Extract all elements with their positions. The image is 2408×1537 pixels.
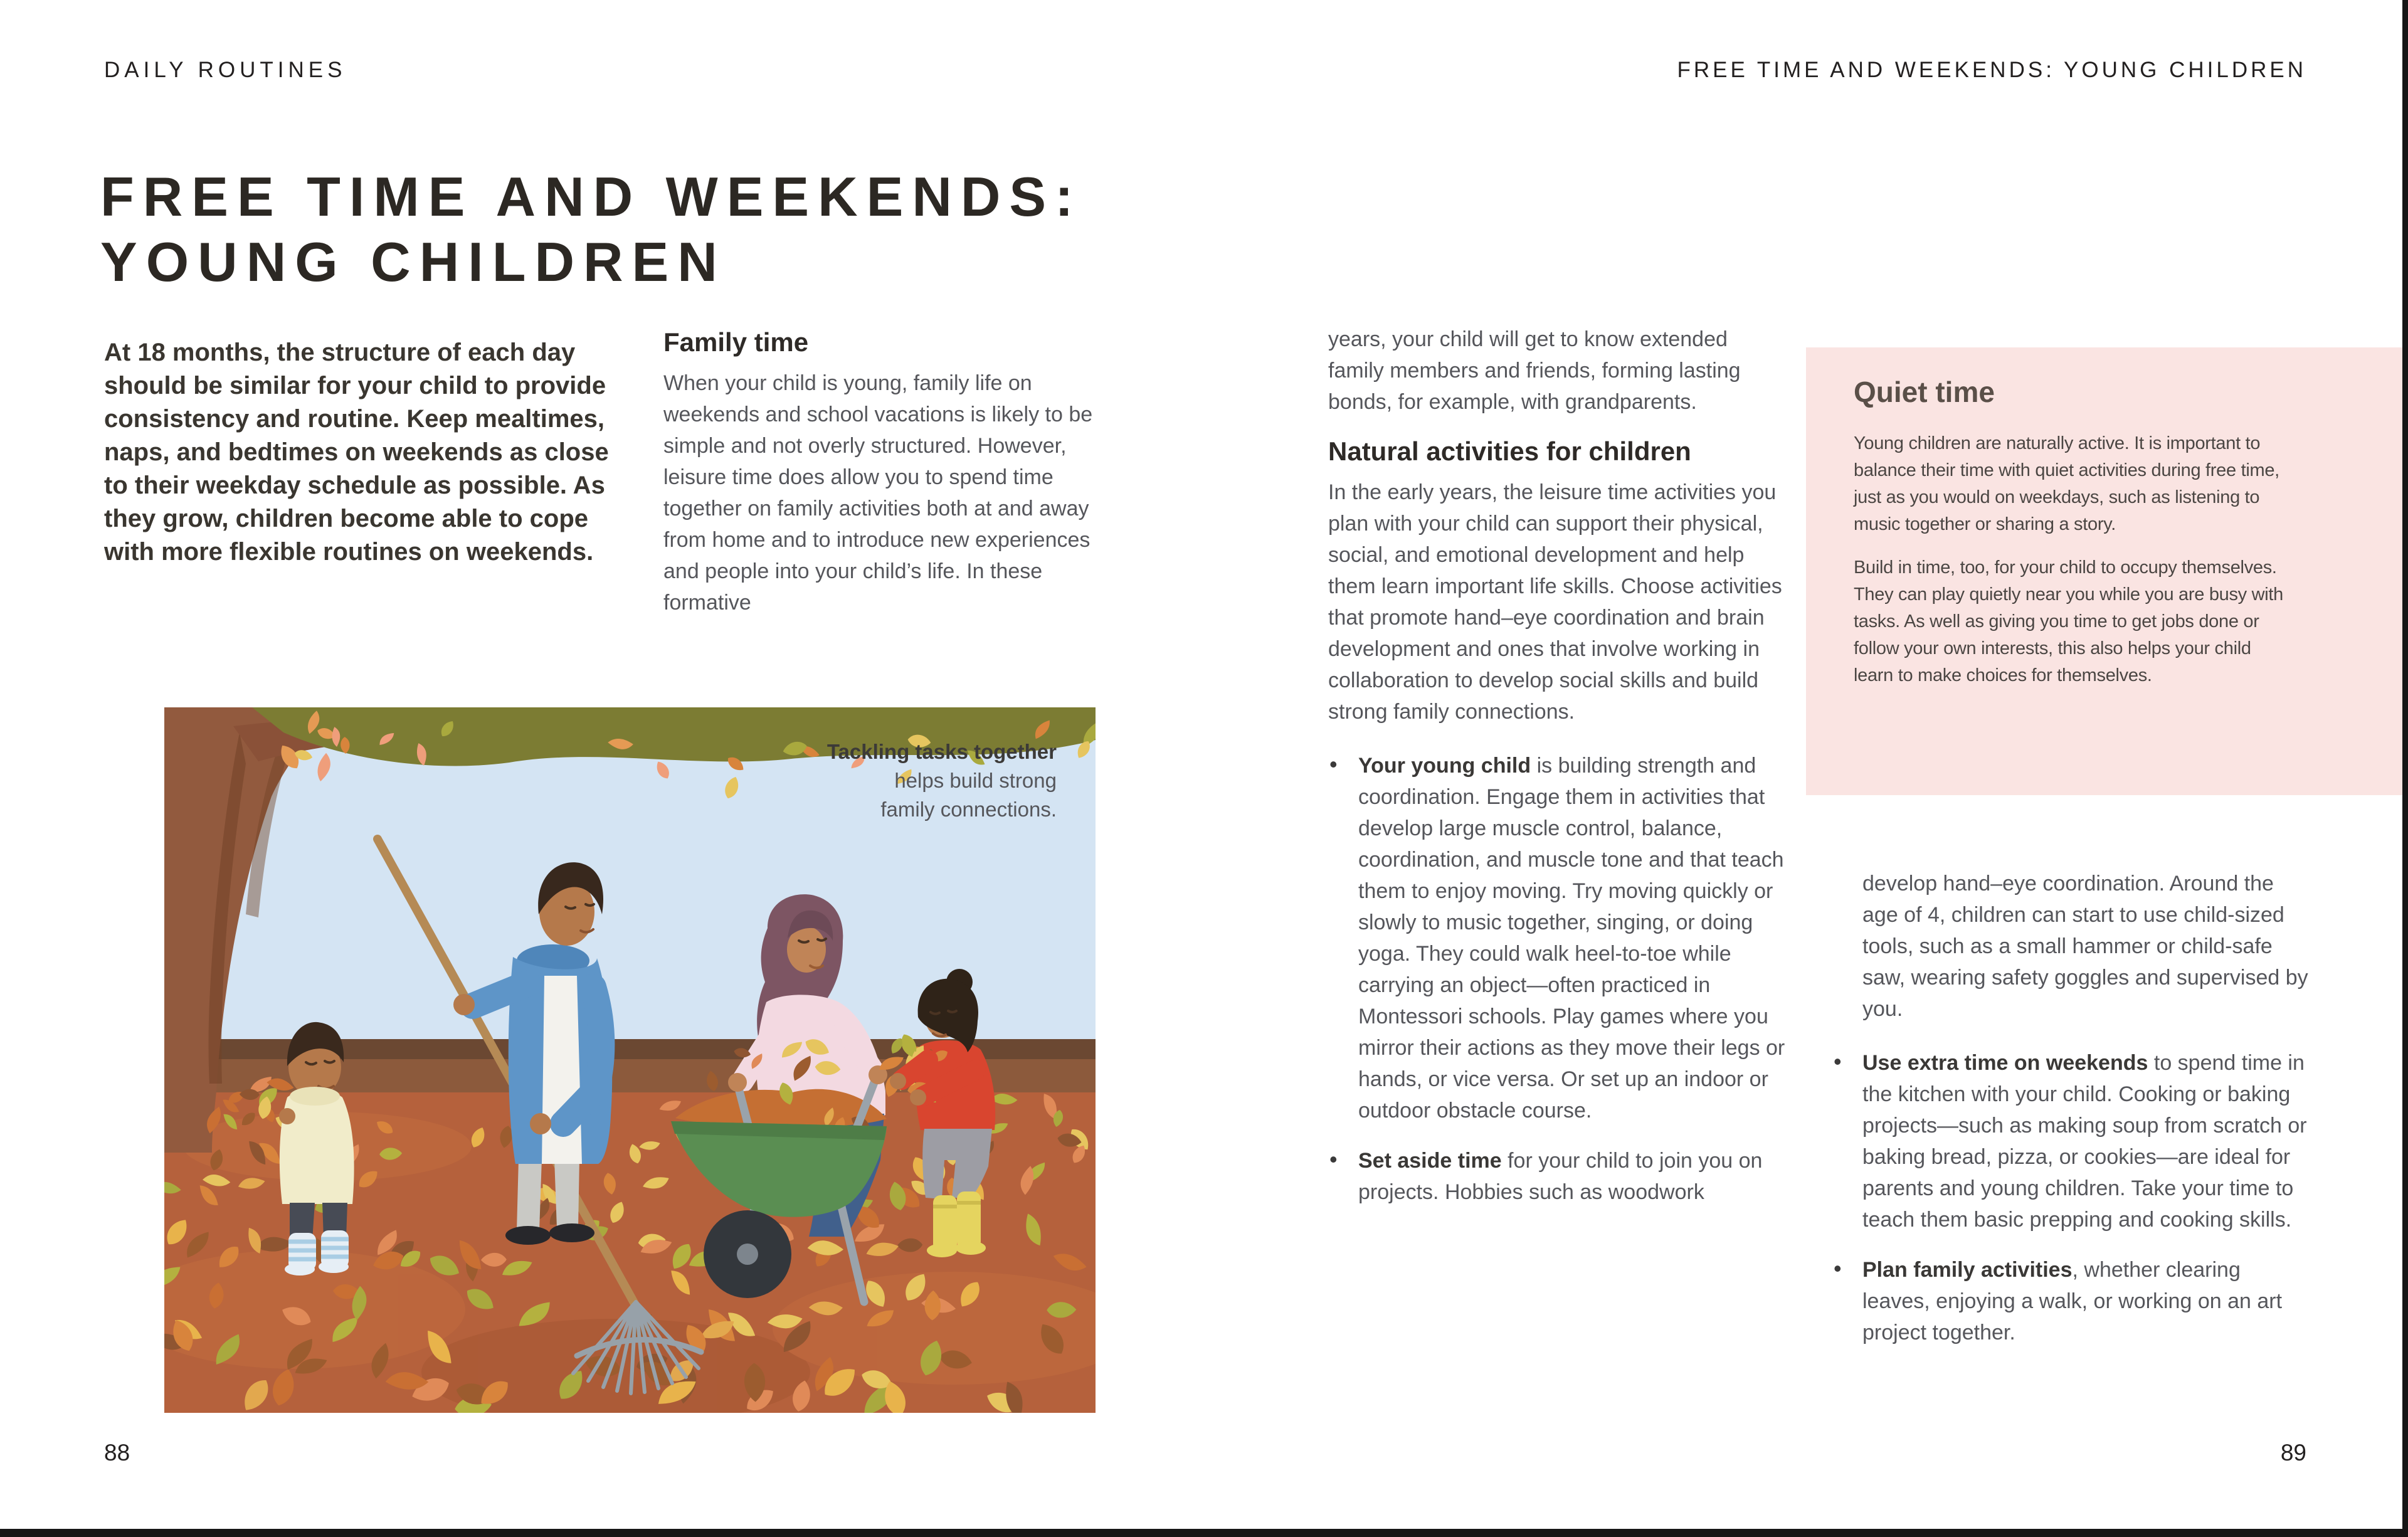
page-number-right: 89 bbox=[2280, 1440, 2306, 1466]
quiet-time-paragraph-2: Build in time, too, for your child to occupy themselves. They can play quietly near you while you are busy with tasks. As well as giving you time to get jobs done or follow your own interests, this also helps your child learn to make choices for themselves. bbox=[1854, 557, 2284, 685]
image-caption bbox=[705, 737, 1057, 824]
family-time-heading: Family time bbox=[663, 327, 809, 357]
natural-activities-body: In the early years, the leisure time activities you plan with your child can support their physical, social, and emotional development and help them learn important life skills. Choose activities that promote hand–eye coordination and brain development and ones that involve working in collaboration to develop social skills and build strong family connections. bbox=[1328, 480, 1782, 724]
list-item bbox=[1832, 1047, 2310, 1235]
bullet-text: for your child to join you on projects. Hobbies such as woodwork bbox=[1358, 1149, 1763, 1204]
running-head-right: FREE TIME AND WEEKENDS: YOUNG CHILDREN bbox=[1677, 58, 2306, 82]
bullet-text: is building strength and coordination. Engage them in activities that develop large muscle control, balance, coordination, and muscle tone and that teach them to enjoy moving. Try moving quickly or slowly to music together, singing, or doing yoga. They could walk heel-to-toe while carrying an object—often practiced in Montessori schools. Play games where you mirror their actions as they move their legs or hands, or vice versa. Or set up an indoor or outdoor obstacle course. bbox=[1358, 754, 1785, 1122]
column-natural-activities bbox=[1328, 324, 1787, 1227]
page-title-line1: FREE TIME AND WEEKENDS: bbox=[100, 166, 1082, 228]
bullet-lead: Plan family activities bbox=[1862, 1258, 2073, 1282]
caption-lead: Tackling tasks together bbox=[826, 740, 1057, 763]
intro-paragraph: At 18 months, the structure of each day should be similar for your child to provide consistency and routine. Keep mealtimes, naps, and bedtimes on weekends as close to their weekday schedule as possible. As they grow, children become able to cope with more flexible routines on weekends. bbox=[104, 339, 609, 566]
column-family-time bbox=[663, 327, 1099, 618]
bullet-lead: Use extra time on weekends bbox=[1862, 1051, 2148, 1075]
continuation-paragraph: years, your child will get to know extended family members and friends, forming lasting bonds, for example, with grandparents. bbox=[1328, 327, 1741, 414]
column-right bbox=[1832, 868, 2310, 1367]
bullet-text: to spend time in the kitchen with your child. Cooking or baking projects—such as making soup from scratch or baking bread, pizza, or cookies—are ideal for parents and young children. Take your time to teach them basic prepping and cooking skills. bbox=[1862, 1051, 2307, 1232]
list-item bbox=[1328, 1145, 1787, 1208]
list-item bbox=[1832, 1254, 2310, 1348]
caption-line2: helps build strong bbox=[894, 769, 1057, 792]
page-title bbox=[100, 164, 1082, 295]
bullet-lead: Set aside time bbox=[1358, 1149, 1502, 1173]
bullet-list-left bbox=[1328, 750, 1787, 1208]
bullet-list-right bbox=[1832, 1047, 2310, 1348]
quiet-time-paragraph-1: Young children are naturally active. It is important to balance their time with quiet activities during free time, just as you would on weekdays, such as listening to music together or sharing a story. bbox=[1854, 433, 2279, 534]
continuation-paragraph: develop hand–eye coordination. Around the age of 4, children can start to use child-sized tools, such as a small hammer or child-safe saw, wearing safety goggles and supervised by you. bbox=[1862, 872, 2308, 1021]
illustration-family-raking-leaves bbox=[164, 707, 1096, 1413]
caption-line3: family connections. bbox=[880, 798, 1057, 821]
list-item bbox=[1328, 750, 1787, 1126]
yellow-boots bbox=[927, 1191, 986, 1257]
bullet-lead: Your young child bbox=[1358, 754, 1531, 778]
page-edge-bottom bbox=[0, 1529, 2408, 1537]
page-title-line2: YOUNG CHILDREN bbox=[100, 231, 726, 293]
family-time-body: When your child is young, family life on weekends and school vacations is likely to be simple and not overly structured. However, leisure time does allow you to spend time together on family activities both at and away from home and to introduce new experiences and people into your child’s life. In these formative bbox=[663, 371, 1093, 615]
quiet-time-box bbox=[1806, 347, 2408, 795]
page-number-left: 88 bbox=[104, 1440, 130, 1466]
bullet-text: , whether clearing leaves, enjoying a walk, or working on an art project together. bbox=[1862, 1258, 2283, 1344]
natural-activities-heading: Natural activities for children bbox=[1328, 436, 1691, 466]
quiet-time-heading: Quiet time bbox=[1854, 376, 1995, 408]
running-head-left: DAILY ROUTINES bbox=[104, 58, 347, 82]
page-edge-right bbox=[2402, 0, 2408, 1537]
